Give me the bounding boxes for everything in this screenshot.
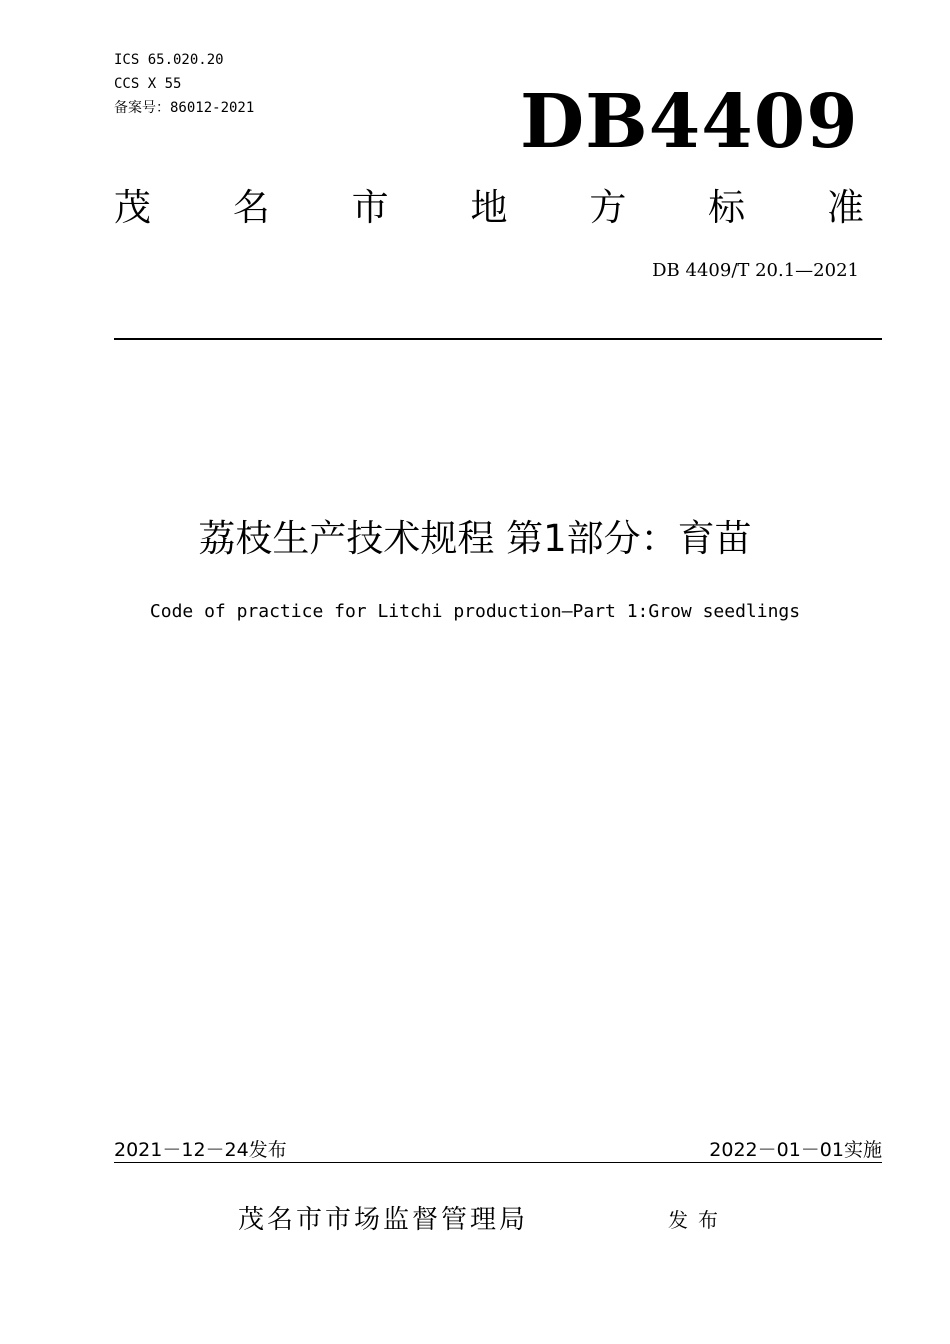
standard-type-heading xyxy=(114,184,864,232)
issue-label: 发布 xyxy=(668,1208,728,1232)
standard-number: DB 4409/T 20.1—2021 xyxy=(652,260,859,281)
db-code-logo: DB4409 xyxy=(520,79,859,165)
record-number: 备案号：86012-2021 xyxy=(114,100,255,116)
standard-type-char: 准 xyxy=(826,186,864,229)
implementation-date: 2022－01－01实施 xyxy=(709,1139,882,1161)
ics-code: ICS 65.020.20 xyxy=(114,52,224,68)
standard-type-char: 茂 xyxy=(114,186,151,229)
standard-type-char: 标 xyxy=(708,186,746,229)
standard-type-char: 名 xyxy=(232,186,270,229)
standard-type-char: 地 xyxy=(470,186,508,229)
standard-type-char: 市 xyxy=(351,186,389,229)
title-chinese: 荔枝生产技术规程 第1部分：育苗 xyxy=(198,517,752,560)
standard-type-char: 方 xyxy=(589,186,627,229)
title-english: Code of practice for Litchi production—Part 1:Grow seedlings xyxy=(149,601,801,622)
top-divider xyxy=(114,338,882,340)
bottom-divider xyxy=(114,1162,882,1163)
ccs-code: CCS X 55 xyxy=(114,76,182,92)
issue-date: 2021－12－24发布 xyxy=(114,1139,287,1161)
document-metadata xyxy=(114,48,254,120)
issuing-authority: 茂名市市场监督管理局 xyxy=(238,1205,529,1235)
